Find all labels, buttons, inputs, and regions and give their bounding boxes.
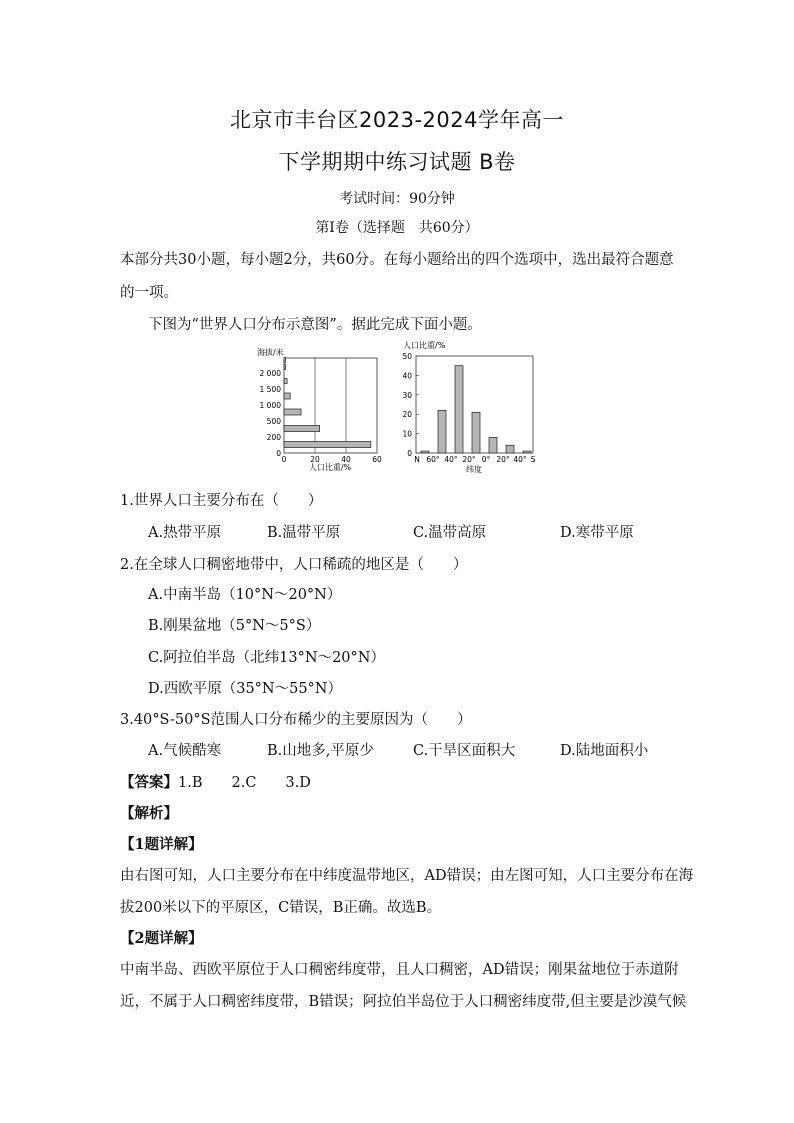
left-y-tick-label: 1 500 (259, 385, 281, 394)
right-bar (421, 451, 429, 453)
left-plot-frame (284, 358, 377, 453)
right-bar (489, 437, 497, 453)
question-1-option-c[interactable]: C.温带高原 (413, 525, 487, 541)
right-x-tick-label: S (530, 455, 536, 464)
right-x-tick-label: 0° (481, 455, 491, 464)
intro-line-1: 本部分共30小题，每小题2分，共60分。在每小题给出的四个选项中，选出最符合题意 (120, 252, 674, 268)
right-bar (523, 451, 531, 453)
left-x-tick-label: 0 (281, 455, 287, 464)
answer-line (120, 771, 311, 792)
answer-text: 1.B 2.C 3.D (178, 775, 311, 791)
detail-1-line-2: 拔200米以下的平原区，C错误，B正确。故选B。 (120, 900, 442, 916)
intro-line-2: 的一项。 (120, 285, 178, 301)
detail-2-line-1: 中南半岛、西欧平原位于人口稠密纬度带，且人口稠密，AD错误；刚果盆地位于赤道附 (120, 962, 679, 978)
right-bar (438, 410, 446, 453)
right-x-tick-label: 40° (513, 455, 527, 464)
figure-prompt: 下图为“世界人口分布示意图”。据此完成下面小题。 (148, 317, 482, 333)
right-x-tick-label: 20° (496, 455, 510, 464)
left-y-tick-label: 2 000 (259, 369, 281, 378)
right-x-tick-label: N (414, 455, 420, 464)
question-1-option-d[interactable]: D.寒带平原 (560, 525, 634, 541)
analysis-label: 【解析】 (120, 805, 178, 822)
left-bar (284, 426, 320, 432)
right-x-tick-label: 20° (462, 455, 476, 464)
detail-2-label: 【2题详解】 (120, 930, 203, 947)
right-y-tick-label: 0 (407, 449, 412, 458)
left-y-tick-label: 200 (266, 433, 281, 442)
question-1-stem: 1.世界人口主要分布在（ ） (120, 493, 323, 509)
left-x-axis-label: 人口比重/% (308, 463, 352, 472)
right-x-axis-label: 纬度 (466, 465, 482, 474)
title-line-2: 下学期期中练习试题 B卷 (278, 150, 516, 174)
left-bar (284, 358, 286, 363)
right-x-tick-label: 40° (444, 455, 458, 464)
question-3-option-b[interactable]: B.山地多,平原少 (267, 743, 374, 759)
question-3-stem: 3.40°S-50°S范围人口分布稀少的主要原因为（ ） (120, 712, 472, 728)
right-y-tick-label: 50 (402, 352, 412, 361)
right-y-tick-label: 40 (402, 371, 412, 381)
left-y-tick-label: 0 (276, 449, 281, 458)
exam-time: 考试时间：90分钟 (339, 191, 455, 207)
right-bar (506, 445, 514, 453)
question-2-stem: 2.在全球人口稠密地带中，人口稀疏的地区是（ ） (120, 557, 468, 573)
question-1-option-a[interactable]: A.热带平原 (148, 525, 222, 541)
population-figure (0, 338, 794, 478)
left-bar (284, 379, 287, 384)
left-bar (284, 442, 371, 448)
left-bar (284, 409, 301, 415)
detail-1-label: 【1题详解】 (120, 836, 203, 853)
latitude-chart (402, 340, 535, 474)
answer-label: 【答案】 (120, 774, 178, 791)
altitude-chart (257, 347, 382, 472)
question-3-option-c[interactable]: C.干旱区面积大 (413, 743, 516, 759)
left-x-tick-label: 20 (310, 455, 320, 464)
left-bar (284, 365, 286, 370)
question-2-option-c[interactable]: C.阿拉伯半岛（北纬13°N～20°N） (148, 650, 385, 666)
question-2-option-b[interactable]: B.刚果盆地（5°N～5°S） (148, 618, 321, 634)
right-x-tick-label: 60° (426, 455, 440, 464)
detail-2-line-2: 近，不属于人口稠密纬度带，B错误；阿拉伯半岛位于人口稠密纬度带,但主要是沙漠气候 (120, 994, 687, 1010)
left-x-tick-label: 40 (341, 455, 351, 464)
right-y-tick-label: 10 (402, 429, 412, 439)
left-y-tick-label: 1 000 (259, 401, 281, 410)
question-1-option-b[interactable]: B.温带平原 (267, 525, 341, 541)
question-3-option-d[interactable]: D.陆地面积小 (560, 743, 649, 759)
left-bar (284, 393, 290, 399)
question-3-option-a[interactable]: A.气候酷寒 (148, 743, 222, 759)
right-y-tick-label: 30 (402, 390, 412, 400)
right-bar (472, 412, 480, 453)
detail-1-line-1: 由右图可知，人口主要分布在中纬度温带地区，AD错误；由左图可知，人口主要分布在海 (120, 868, 694, 884)
left-x-tick-label: 60 (372, 455, 382, 464)
right-y-tick-label: 20 (402, 410, 412, 420)
left-y-tick-label: 500 (266, 417, 281, 426)
section-title: 第Ⅰ卷（选择题 共60分） (315, 220, 479, 236)
left-y-axis-label: 海拔/米 (257, 348, 284, 357)
title-line-1: 北京市丰台区2023-2024学年高一 (230, 108, 564, 132)
right-y-axis-label: 人口比重/% (403, 341, 446, 350)
right-bar (455, 366, 463, 453)
question-2-option-a[interactable]: A.中南半岛（10°N～20°N） (148, 587, 342, 603)
question-2-option-d[interactable]: D.西欧平原（35°N～55°N） (148, 681, 342, 697)
